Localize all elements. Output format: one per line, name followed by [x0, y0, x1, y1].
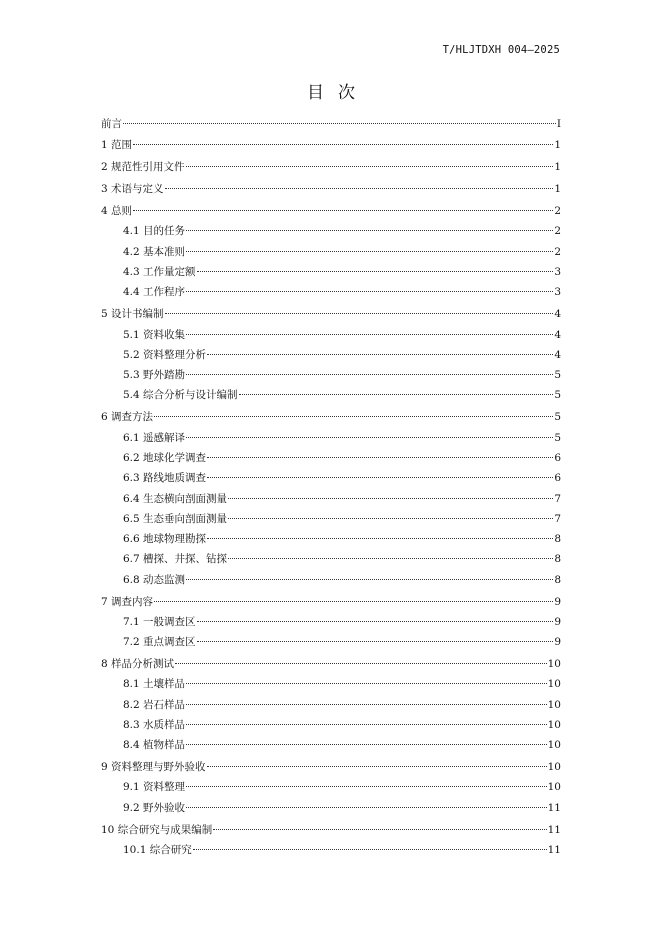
document-code: T/HLJTDXH 004—2025 [442, 44, 560, 56]
toc-entry-label: 1 范围 [101, 139, 133, 152]
toc-entry-chapter[interactable] [101, 592, 561, 612]
toc-entry-label: 4 总则 [101, 205, 133, 218]
toc-dot-leader [207, 538, 553, 539]
toc-dot-leader [175, 663, 547, 664]
toc-entry-section[interactable] [101, 570, 561, 590]
toc-entry-page-number: 10 [547, 718, 561, 731]
toc-entry-label: 6.8 动态监测 [123, 573, 186, 586]
toc-dot-leader [197, 621, 554, 622]
toc-entry-section[interactable] [101, 632, 561, 652]
toc-entry-label: 8.1 土壤样品 [123, 678, 186, 691]
toc-entry-page-number: I [556, 117, 561, 130]
toc-dot-leader [207, 457, 553, 458]
toc-dot-leader [186, 334, 553, 335]
toc-entry-page-number: 10 [547, 658, 561, 671]
toc-entry-page-number: 7 [554, 492, 561, 505]
toc-entry-section[interactable] [101, 489, 561, 509]
toc-dot-leader [186, 251, 553, 252]
toc-entry-label: 2 规范性引用文件 [101, 161, 185, 174]
toc-entry-label: 4.4 工作程序 [123, 286, 186, 299]
toc-entry-page-number: 1 [554, 183, 561, 196]
toc-entry-label: 8.3 水质样品 [123, 718, 186, 731]
toc-dot-leader [133, 144, 553, 145]
toc-entry-page-number: 11 [547, 843, 561, 856]
toc-entry-chapter[interactable] [101, 820, 561, 840]
toc-dot-leader [186, 437, 553, 438]
toc-entry-page-number: 2 [554, 205, 561, 218]
toc-entry-label: 6.1 遥感解译 [123, 431, 186, 444]
toc-dot-leader [165, 188, 554, 189]
toc-entry-page-number: 10 [547, 698, 561, 711]
toc-entry-page-number: 5 [554, 389, 561, 402]
toc-entry-label: 8.4 植物样品 [123, 739, 186, 752]
toc-entry-label: 6.5 生态垂向剖面测量 [123, 512, 228, 525]
toc-dot-leader [186, 683, 547, 684]
toc-dot-leader [186, 704, 547, 705]
toc-entry-label: 4.2 基本准则 [123, 245, 186, 258]
toc-dot-leader [197, 271, 554, 272]
toc-entry-page-number: 9 [554, 636, 561, 649]
toc-entry-label: 7.2 重点调查区 [123, 636, 196, 649]
toc-entry-section[interactable] [101, 221, 561, 241]
toc-entry-section[interactable] [101, 840, 561, 860]
toc-entry-section[interactable] [101, 529, 561, 549]
toc-entry-label: 5.1 资料收集 [123, 328, 186, 341]
toc-entry-page-number: 10 [547, 761, 561, 774]
toc-entry-chapter[interactable] [101, 304, 561, 324]
toc-entry-section[interactable] [101, 509, 561, 529]
toc-dot-leader [186, 166, 554, 167]
toc-entry-section[interactable] [101, 262, 561, 282]
toc-entry-label: 6.7 槽探、井探、钻探 [123, 553, 228, 566]
toc-entry-page-number: 10 [547, 781, 561, 794]
toc-entry-page-number: 5 [554, 411, 561, 424]
toc-entry-label: 6.3 路线地质调查 [123, 472, 207, 485]
toc-dot-leader [197, 641, 554, 642]
toc-entry-section[interactable] [101, 798, 561, 818]
toc-entry-page-number: 3 [554, 286, 561, 299]
toc-entry-label: 6.6 地球物理勘探 [123, 533, 207, 546]
toc-entry-label: 6.4 生态横向剖面测量 [123, 492, 228, 505]
toc-dot-leader [123, 123, 556, 124]
toc-dot-leader [133, 210, 553, 211]
toc-entry-page-number: 6 [554, 451, 561, 464]
toc-dot-leader [193, 849, 547, 850]
toc-entry-section[interactable] [101, 242, 561, 262]
toc-dot-leader [186, 374, 553, 375]
toc-entry-page-number: 6 [554, 472, 561, 485]
toc-entry-page-number: 4 [554, 348, 561, 361]
toc-dot-leader [186, 579, 553, 580]
toc-entry-label: 10 综合研究与成果编制 [101, 823, 213, 836]
toc-entry-label: 8 样品分析测试 [101, 658, 175, 671]
toc-entry-section[interactable] [101, 612, 561, 632]
toc-entry-page-number: 9 [554, 595, 561, 608]
toc-entry-section[interactable] [101, 549, 561, 569]
toc-entry-section[interactable] [101, 325, 561, 345]
toc-entry-label: 3 术语与定义 [101, 183, 164, 196]
toc-entry-page-number: 10 [547, 678, 561, 691]
toc-dot-leader [154, 416, 553, 417]
toc-entry-label: 9.1 资料整理 [123, 781, 186, 794]
toc-entry-page-number: 8 [554, 553, 561, 566]
toc-entry-section[interactable] [101, 385, 561, 405]
toc-dot-leader [228, 518, 553, 519]
toc-dot-leader [186, 230, 553, 231]
toc-dot-leader [186, 786, 547, 787]
toc-entry-label: 5.3 野外踏勘 [123, 369, 186, 382]
toc-entry-label: 4.1 目的任务 [123, 225, 186, 238]
toc-entry-chapter[interactable] [101, 654, 561, 674]
toc-entry-page-number: 1 [554, 139, 561, 152]
toc-dot-leader [186, 807, 547, 808]
toc-entry-section[interactable] [101, 777, 561, 797]
toc-dot-leader [228, 558, 553, 559]
toc-entry-section[interactable] [101, 735, 561, 755]
toc-entry-page-number: 3 [554, 266, 561, 279]
toc-entry-section[interactable] [101, 365, 561, 385]
toc-dot-leader [165, 313, 554, 314]
toc-dot-leader [213, 829, 546, 830]
toc-entry-page-number: 7 [554, 512, 561, 525]
toc-entry-label: 6 调查方法 [101, 411, 154, 424]
toc-entry-label: 5.4 综合分析与设计编制 [123, 389, 238, 402]
toc-entry-chapter[interactable] [101, 157, 561, 177]
toc-entry-label: 10.1 综合研究 [123, 843, 192, 856]
toc-entry-label: 7 调查内容 [101, 595, 154, 608]
toc-entry-chapter[interactable] [101, 135, 561, 155]
toc-entry-section[interactable] [101, 695, 561, 715]
toc-entry-page-number: 5 [554, 431, 561, 444]
toc-dot-leader [186, 744, 547, 745]
toc-entry-section[interactable] [101, 674, 561, 694]
toc-entry-label: 7.1 一般调查区 [123, 615, 196, 628]
page-title: 目次 [307, 83, 369, 103]
toc-entry-page-number: 8 [554, 573, 561, 586]
toc-entry-page-number: 2 [554, 225, 561, 238]
toc-entry-page-number: 5 [554, 369, 561, 382]
toc-entry-section[interactable] [101, 345, 561, 365]
toc-dot-leader [239, 394, 554, 395]
toc-entry-chapter[interactable] [101, 179, 561, 199]
toc-entry-page-number: 11 [547, 801, 561, 814]
toc-entry-label: 4.3 工作量定额 [123, 266, 196, 279]
toc-entry-section[interactable] [101, 428, 561, 448]
toc-entry-label: 5 设计书编制 [101, 308, 164, 321]
toc-entry-chapter[interactable] [101, 201, 561, 221]
toc-entry-page-number: 10 [547, 739, 561, 752]
toc-entry-label: 前言 [101, 117, 122, 130]
toc-entry-label: 6.2 地球化学调查 [123, 451, 207, 464]
toc-dot-leader [207, 354, 553, 355]
toc-entry-chapter[interactable] [101, 757, 561, 777]
toc-entry-label: 8.2 岩石样品 [123, 698, 186, 711]
toc-dot-leader [207, 477, 553, 478]
toc-dot-leader [228, 498, 553, 499]
toc-entry-label: 5.2 资料整理分析 [123, 348, 207, 361]
toc-dot-leader [186, 291, 553, 292]
toc-entry-chapter[interactable] [101, 407, 561, 427]
toc-entry-page-number: 1 [554, 161, 561, 174]
table-of-contents [101, 112, 561, 860]
toc-entry-page-number: 2 [554, 245, 561, 258]
toc-entry-section[interactable] [101, 448, 561, 468]
toc-entry-section[interactable] [101, 282, 561, 302]
toc-entry-page-number: 8 [554, 533, 561, 546]
toc-dot-leader [207, 766, 547, 767]
toc-entry-page-number: 11 [547, 823, 561, 836]
toc-dot-leader [186, 724, 547, 725]
toc-entry-chapter[interactable] [101, 114, 561, 134]
toc-dot-leader [154, 601, 553, 602]
toc-entry-section[interactable] [101, 715, 561, 735]
toc-entry-label: 9.2 野外验收 [123, 801, 186, 814]
toc-entry-page-number: 4 [554, 328, 561, 341]
toc-entry-section[interactable] [101, 468, 561, 488]
toc-entry-page-number: 4 [554, 308, 561, 321]
toc-entry-page-number: 9 [554, 615, 561, 628]
toc-entry-label: 9 资料整理与野外验收 [101, 761, 206, 774]
